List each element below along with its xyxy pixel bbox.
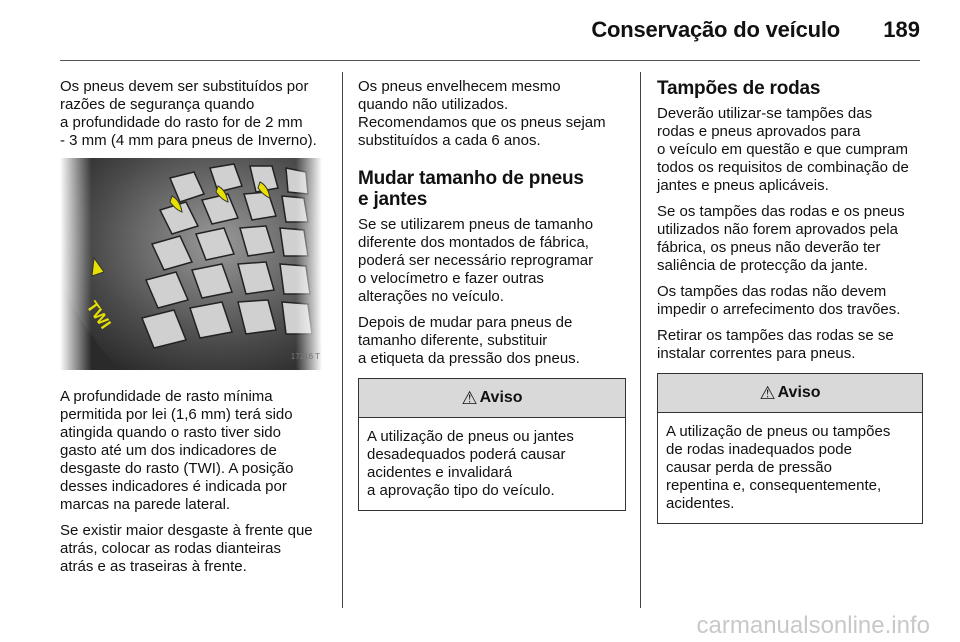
warning-title: Aviso (777, 384, 821, 401)
header-divider (60, 60, 920, 61)
warning-triangle-icon: ⚠ (759, 383, 776, 403)
warning-triangle-icon: ⚠ (461, 388, 478, 408)
page-header (0, 0, 960, 62)
warning-text: A utilização de pneus ou tampões de rodas inadequados pode causar perda de pressão repentina e, consequentemente, acidentes. (666, 423, 891, 512)
warning-box (657, 373, 923, 524)
column-3 (657, 78, 923, 524)
column-divider-1 (342, 72, 343, 608)
paragraph: Deverão utilizar-se tampões das rodas e pneus aprovados para o veículo em questão e que cumpram todos os requisitos de combinação de jantes e pneus aplicáveis. (657, 105, 909, 194)
paragraph: A profundidade de rasto mínima permitida por lei (1,6 mm) terá sido atingida quando o rasto tiver sido gasto até um dos indicadores de desgaste do rasto (TWI). A posição desses indicadores é indicada por marcas na parede lateral. (60, 388, 294, 513)
column-divider-2 (640, 72, 641, 608)
paragraph: Se se utilizarem pneus de tamanho diferente dos montados de fábrica, poderá ser necessário reprogramar o velocímetro e fazer outras alterações no veículo. (358, 216, 594, 305)
paragraph: Se existir maior desgaste à frente que atrás, colocar as rodas dianteiras atrás e as traseiras à frente. (60, 522, 313, 575)
watermark: carmanualsonline.info (696, 612, 930, 639)
warning-header (359, 379, 625, 418)
column-1 (60, 78, 328, 584)
paragraph: Depois de mudar para pneus de tamanho diferente, substituir a etiqueta da pressão dos pneus. (358, 314, 580, 367)
section-heading: Tampões de rodas (657, 78, 821, 99)
paragraph: Retirar os tampões das rodas se se instalar correntes para pneus. (657, 327, 894, 362)
warning-box (358, 378, 626, 511)
warning-text: A utilização de pneus ou jantes desadequados poderá causar acidentes e invalidará a aprovação tipo do veículo. (367, 428, 574, 499)
tyre-tread-illustration (60, 158, 322, 370)
section-heading: Mudar tamanho de pneus e jantes (358, 168, 584, 210)
paragraph: Os tampões das rodas não devem impedir o arrefecimento dos travões. (657, 283, 901, 318)
paragraph: Os pneus envelhecem mesmo quando não utilizados. Recomendamos que os pneus sejam substituídos a cada 6 anos. (358, 78, 606, 149)
figure-id: 17216 T (290, 352, 320, 361)
tyre-tread-image (60, 158, 322, 370)
paragraph: Os pneus devem ser substituídos por razões de segurança quando a profundidade do rasto for de 2 mm - 3 mm (4 mm para pneus de Inverno). (60, 78, 317, 149)
paragraph: Se os tampões das rodas e os pneus utilizados não forem aprovados pela fábrica, os pneus não deverão ter saliência de protecção da jante. (657, 203, 905, 274)
column-2 (358, 78, 626, 511)
warning-header (658, 374, 922, 413)
section-title: Conservação do veículo (591, 17, 840, 42)
warning-title: Aviso (479, 389, 523, 406)
page-number: 189 (883, 17, 920, 42)
